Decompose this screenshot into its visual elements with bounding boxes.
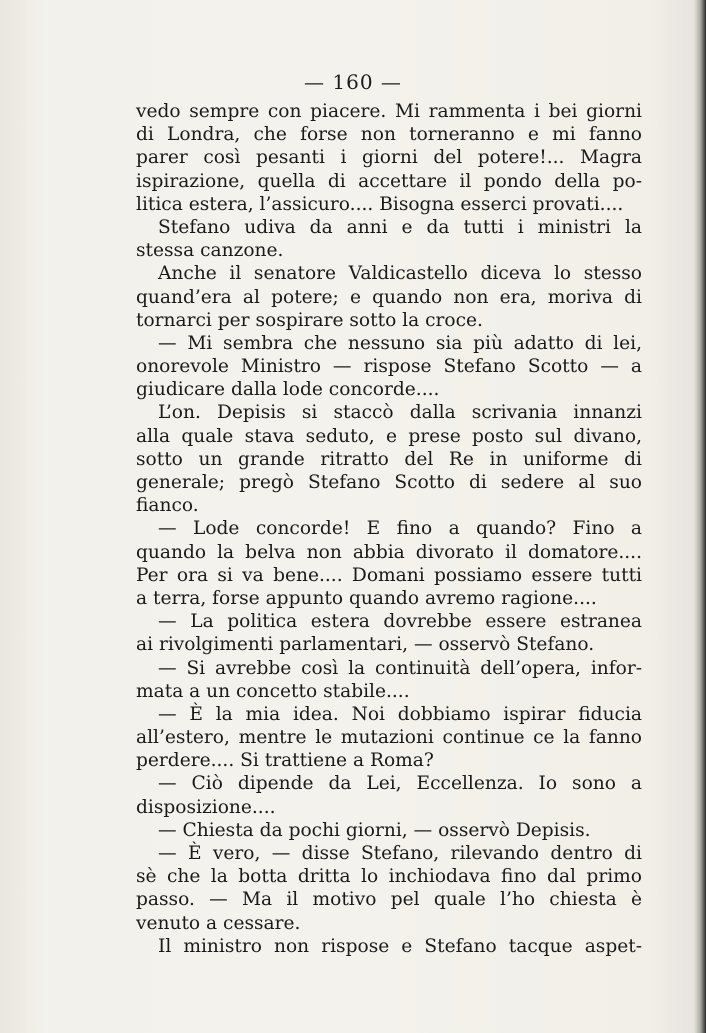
text-line: alla quale stava seduto, e prese posto sul divano,	[136, 425, 642, 447]
text-line: quand’era al potere; e quando non era, moriva di	[136, 286, 642, 308]
text-line: a terra, forse appunto quando avremo ragione....	[136, 587, 597, 609]
text-line: tornarci per sospirare sotto la croce.	[136, 309, 483, 331]
page-edge-shadow	[694, 0, 706, 1033]
text-line: — La politica estera dovrebbe essere estranea	[158, 611, 642, 633]
text-line: sè che la botta dritta lo inchiodava fino dal primo	[136, 866, 642, 888]
text-line: vedo sempre con piacere. Mi rammenta i bei giorni	[136, 101, 642, 122]
text-line: — È vero, — disse Stefano, rilevando dentro di	[158, 843, 642, 864]
text-line: Stefano udiva da anni e da tutti i ministri la	[158, 216, 642, 238]
text-line: perdere.... Si trattiene a Roma?	[136, 750, 434, 772]
text-line: ai rivolgimenti parlamentari, — osservò Stefano.	[136, 634, 595, 656]
text-line: parer così pesanti i giorni del potere!... Magra	[136, 147, 642, 169]
text-line: onorevole Ministro — rispose Stefano Scotto — a	[136, 356, 642, 378]
text-line: Anche il senatore Valdicastello diceva lo stesso	[158, 263, 642, 285]
text-line: giudicare dalla lode concorde....	[136, 379, 440, 401]
text-line: Il ministro non rispose e Stefano tacque aspet-	[158, 935, 642, 957]
text-line: disposizione....	[136, 796, 276, 818]
body-text	[136, 100, 642, 958]
text-line: — Si avrebbe così la continuità dell’opera, infor-	[158, 657, 642, 679]
text-line: sotto un grande ritratto del Re in uniforme di	[136, 448, 642, 470]
text-line: — È la mia idea. Noi dobbiamo ispirar fiducia	[158, 703, 642, 725]
text-line: mata a un concetto stabile....	[136, 680, 410, 702]
text-line: — Ciò dipende da Lei, Eccellenza. Io sono a	[158, 773, 642, 795]
text-line: fianco.	[136, 495, 199, 517]
page-number: — 160 —	[304, 70, 402, 94]
text-line: L’on. Depisis si staccò dalla scrivania innanzi	[158, 402, 642, 424]
text-line: litica estera, l’assicuro.... Bisogna esserci provati....	[136, 193, 624, 215]
text-line: — Mi sembra che nessuno sia più adatto di lei,	[158, 332, 642, 354]
text-line: di Londra, che forse non torneranno e mi fanno	[136, 124, 642, 146]
text-line: all’estero, mentre le mutazioni continue ce la fanno	[136, 727, 642, 749]
text-line: ispirazione, quella di accettare il pondo della po-	[136, 170, 642, 192]
text-line: Per ora si va bene.... Domani possiamo essere tutti	[136, 564, 642, 586]
text-line: generale; pregò Stefano Scotto di sedere al suo	[136, 472, 642, 493]
text-line: — Lode concorde! E fino a quando? Fino a	[158, 518, 642, 540]
text-line: passo. — Ma il motivo pel quale l’ho chiesta è	[136, 889, 642, 911]
text-line: — Chiesta da pochi giorni, — osservò Depisis.	[158, 819, 591, 841]
text-line: quando la belva non abbia divorato il domatore....	[136, 541, 642, 563]
text-line: stessa canzone.	[136, 240, 284, 262]
text-line: venuto a cessare.	[136, 912, 301, 934]
